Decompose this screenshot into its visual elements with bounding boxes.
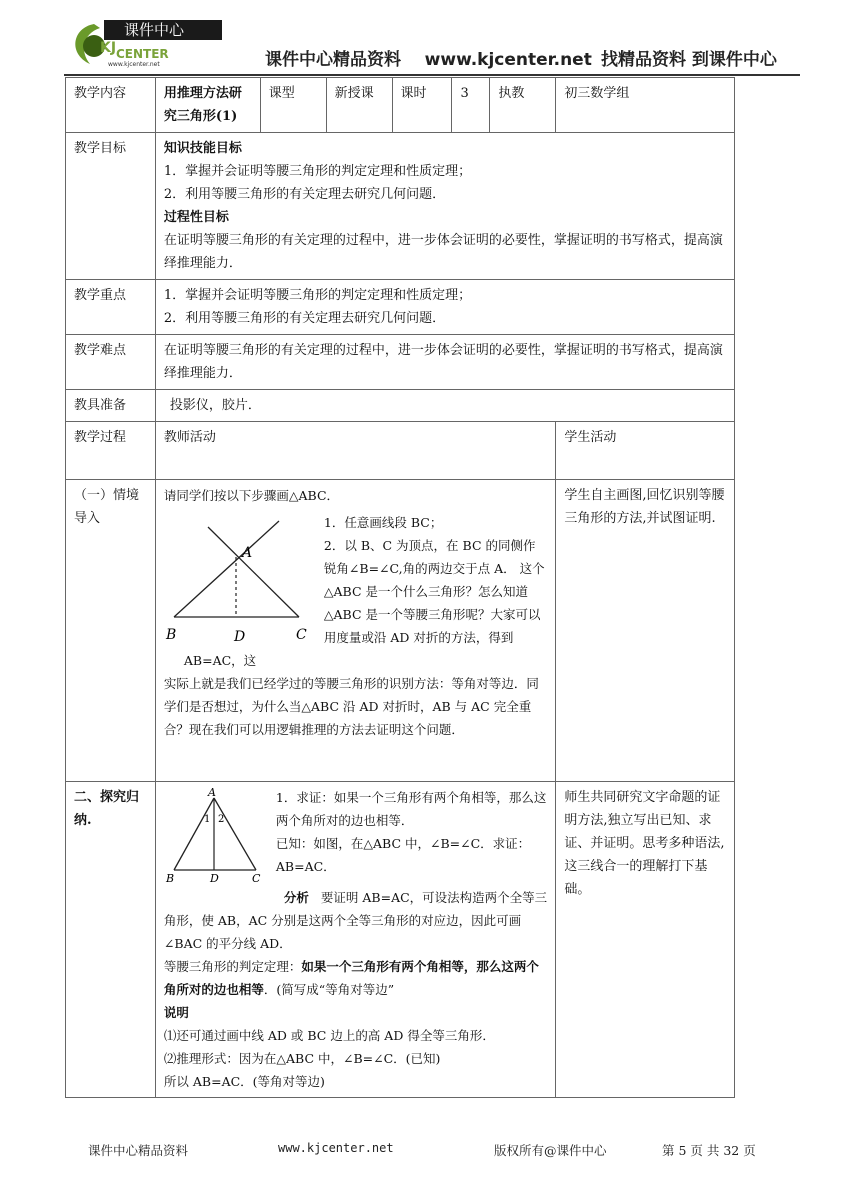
section2-prop: 1．求证：如果一个三角形有两个角相等，那么这两个角所对的边也相等． xyxy=(275,790,547,828)
figure2-label-d: D xyxy=(209,872,219,885)
goal-heading-knowledge: 知识技能目标 xyxy=(163,141,242,156)
footer-copyright: 版权所有@课件中心 xyxy=(494,1143,607,1158)
figure2-label-b: B xyxy=(165,872,174,885)
label-tools: 教具准备 xyxy=(66,390,156,422)
header-center-text: 课件中心精品资料 www.kjcenter.net xyxy=(265,50,592,70)
footer-page-number: 第 5 页 共 32 页 xyxy=(662,1143,756,1158)
row-content xyxy=(66,78,735,133)
kjcenter-logo xyxy=(64,18,224,70)
row-section-1 xyxy=(66,480,735,782)
section2-label: 二、探究归纳. xyxy=(66,782,156,1098)
teacher-activity-header: 教师活动 xyxy=(155,422,555,480)
footer-url: www.kjcenter.net xyxy=(278,1141,394,1155)
row-section-2 xyxy=(66,782,735,1098)
key-line: 1．掌握并会证明等腰三角形的判定定理和性质定理； xyxy=(163,288,472,303)
goal-line: 1．掌握并会证明等腰三角形的判定定理和性质定理； xyxy=(163,164,472,179)
theorem-text: 如果一个三角形有两个角相等，那么这两个角所对的边也相等 xyxy=(163,959,539,997)
lesson-title: 用推理方法研究三角形(1) xyxy=(155,78,260,133)
figure2-label-c: C xyxy=(251,872,261,885)
figure-label-b: B xyxy=(165,627,177,643)
svg-text:CENTER: CENTER xyxy=(116,47,169,61)
section1-intro: 请同学们按以下步骤画△ABC． xyxy=(163,488,340,503)
label-teacher: 执教 xyxy=(490,78,556,133)
label-hours: 课时 xyxy=(392,78,452,133)
row-difficulties xyxy=(66,335,735,390)
section1-step-2: 2．以 B、C 为顶点，在 BC 的同侧作锐角∠B=∠C,角的两边交于点 A． 这个△ABC 是一个什么三角形？怎么知道△ABC 是一个等腰三角形呢？大家可以用度量或沿 AD 对折的方法，得到 AB=AC，这 xyxy=(183,538,545,668)
label-difficult: 教学难点 xyxy=(66,335,156,390)
goal-heading-process: 过程性目标 xyxy=(163,210,229,225)
tools-value: 投影仪，胶片． xyxy=(169,398,261,413)
svg-text:www.kjcenter.net: www.kjcenter.net xyxy=(108,61,160,68)
section2-theorem: 等腰三角形的判定定理：如果一个三角形有两个角相等，那么这两个角所对的边也相等．(简写成“等角对等边” xyxy=(163,959,539,997)
figure-label-d: D xyxy=(233,629,246,645)
page-header xyxy=(0,0,860,75)
section1-step-1: 1．任意画线段 BC； xyxy=(323,515,443,530)
section1-paragraph: 实际上就是我们已经学过的等腰三角形的识别方法：等角对等边．同学们是否想过，为什么当△ABC 沿 AD 对折时，AB 与 AC 完全重合？现在我们可以用逻辑推理的方法去证明这个问题． xyxy=(163,676,539,737)
note-line: ⑴还可通过画中线 AD 或 BC 边上的高 AD 得全等三角形． xyxy=(163,1028,495,1043)
student-activity-header: 学生活动 xyxy=(556,422,735,480)
lesson-plan-table xyxy=(65,77,735,1098)
difficult-line: 在证明等腰三角形的有关定理的过程中，进一步体会证明的必要性，掌握证明的书写格式，提高演绎推理能力． xyxy=(163,343,723,381)
value-teacher: 初三数学组 xyxy=(556,78,735,133)
value-hours: 3 xyxy=(452,78,490,133)
analysis-text: 要证明 AB=AC，可设法构造两个全等三角形，使 AB，AC 分别是这两个全等三角形的对应边，因此可画∠BAC 的平分线 AD． xyxy=(163,890,548,951)
row-process-header xyxy=(66,422,735,480)
label-process: 教学过程 xyxy=(66,422,156,480)
label-type: 课型 xyxy=(260,78,326,133)
triangle-figure-2 xyxy=(164,786,276,886)
svg-text:KJ: KJ xyxy=(100,40,117,56)
note-label: 说明 xyxy=(163,1005,189,1020)
section2-given: 已知：如图，在△ABC 中，∠B=∠C．求证：AB=AC． xyxy=(275,836,531,874)
goal-line: 在证明等腰三角形的有关定理的过程中，进一步体会证明的必要性，掌握证明的书写格式，提高演绎推理能力． xyxy=(163,233,723,271)
triangle-figure-1 xyxy=(164,507,324,647)
section2-student: 师生共同研究文字命题的证明方法,独立写出已知、求证、并证明。思考多种语法,这三线合一的理解打下基础。 xyxy=(556,782,735,1098)
section2-analysis xyxy=(164,886,547,955)
row-tools xyxy=(66,390,735,422)
analysis-label: 分析 xyxy=(283,890,309,905)
row-goals xyxy=(66,133,735,280)
logo-title: 课件中心 xyxy=(124,21,185,39)
label-content: 教学内容 xyxy=(66,78,156,133)
row-key-points xyxy=(66,280,735,335)
figure2-label-2: 2 xyxy=(217,814,225,825)
footer-left: 课件中心精品资料 xyxy=(88,1143,189,1158)
figure2-label-1: 1 xyxy=(203,814,211,825)
value-type: 新授课 xyxy=(326,78,392,133)
goal-line: 2．利用等腰三角形的有关定理去研究几何问题． xyxy=(163,187,446,202)
label-key: 教学重点 xyxy=(66,280,156,335)
label-goals: 教学目标 xyxy=(66,133,156,280)
section1-student: 学生自主画图,回忆识别等腰三角形的方法,并试图证明. xyxy=(556,480,735,782)
figure-label-c: C xyxy=(295,627,307,643)
note-line: ⑵推理形式：因为在△ABC 中，∠B=∠C．(已知) xyxy=(163,1051,441,1066)
key-line: 2．利用等腰三角形的有关定理去研究几何问题． xyxy=(163,311,446,326)
section1-label: （一）情境导入 xyxy=(66,480,156,782)
header-slogan: 找精品资料 到课件中心 xyxy=(601,50,777,70)
figure-label-a: A xyxy=(241,545,253,561)
header-divider xyxy=(64,74,800,76)
note-line: 所以 AB=AC．(等角对等边) xyxy=(163,1074,325,1089)
figure2-label-a: A xyxy=(207,786,216,799)
